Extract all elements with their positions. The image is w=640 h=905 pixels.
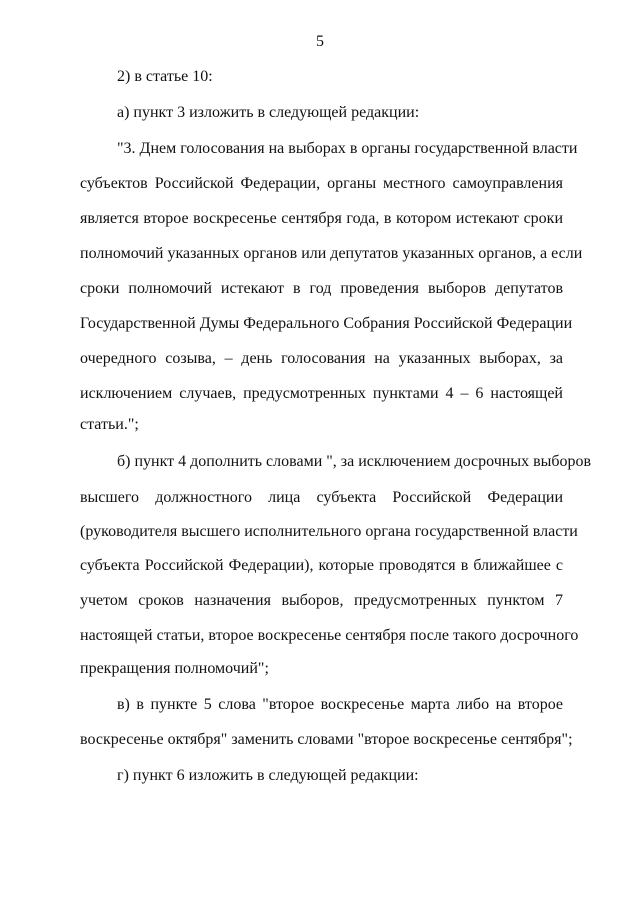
text-line: настоящей статьи, второе воскресенье сентября после такого досрочного: [80, 627, 579, 644]
text-line: исключением случаев, предусмотренных пунктами 4 – 6 настоящей: [80, 385, 563, 402]
text-line: 2) в статье 10:: [117, 68, 213, 85]
text-line: Государственной Думы Федерального Собрания Российской Федерации: [80, 315, 573, 332]
text-line: субъекта Российской Федерации), которые проводятся в ближайшее с: [80, 557, 563, 574]
text-line: учетом сроков назначения выборов, предусмотренных пунктом 7: [80, 592, 563, 609]
text-line: прекращения полномочий";: [80, 660, 269, 677]
text-line: г) пункт 6 изложить в следующей редакции:: [117, 767, 419, 784]
text-line: очередного созыва, – день голосования на указанных выборах, за: [80, 350, 563, 367]
text-line: статьи.";: [80, 416, 139, 433]
text-line: в) в пункте 5 слова "второе воскресенье марта либо на второе: [117, 696, 563, 713]
text-line: сроки полномочий истекают в год проведения выборов депутатов: [80, 280, 563, 297]
text-line: полномочий указанных органов или депутатов указанных органов, а если: [80, 245, 583, 262]
text-line: (руководителя высшего исполнительного органа государственной власти: [80, 523, 578, 540]
text-line: является второе воскресенье сентября года, в котором истекают сроки: [80, 210, 563, 227]
page-number: 5: [316, 33, 324, 50]
text-line: "3. Днем голосования на выборах в органы государственной власти: [117, 140, 578, 157]
text-line: б) пункт 4 дополнить словами ", за исключением досрочных выборов: [117, 453, 592, 470]
text-line: воскресенье октября" заменить словами "второе воскресенье сентября";: [80, 731, 573, 748]
text-line: субъектов Российской Федерации, органы местного самоуправления: [80, 175, 563, 192]
text-line: высшего должностного лица субъекта Российской Федерации: [80, 489, 563, 506]
text-line: а) пункт 3 изложить в следующей редакции:: [117, 104, 420, 121]
